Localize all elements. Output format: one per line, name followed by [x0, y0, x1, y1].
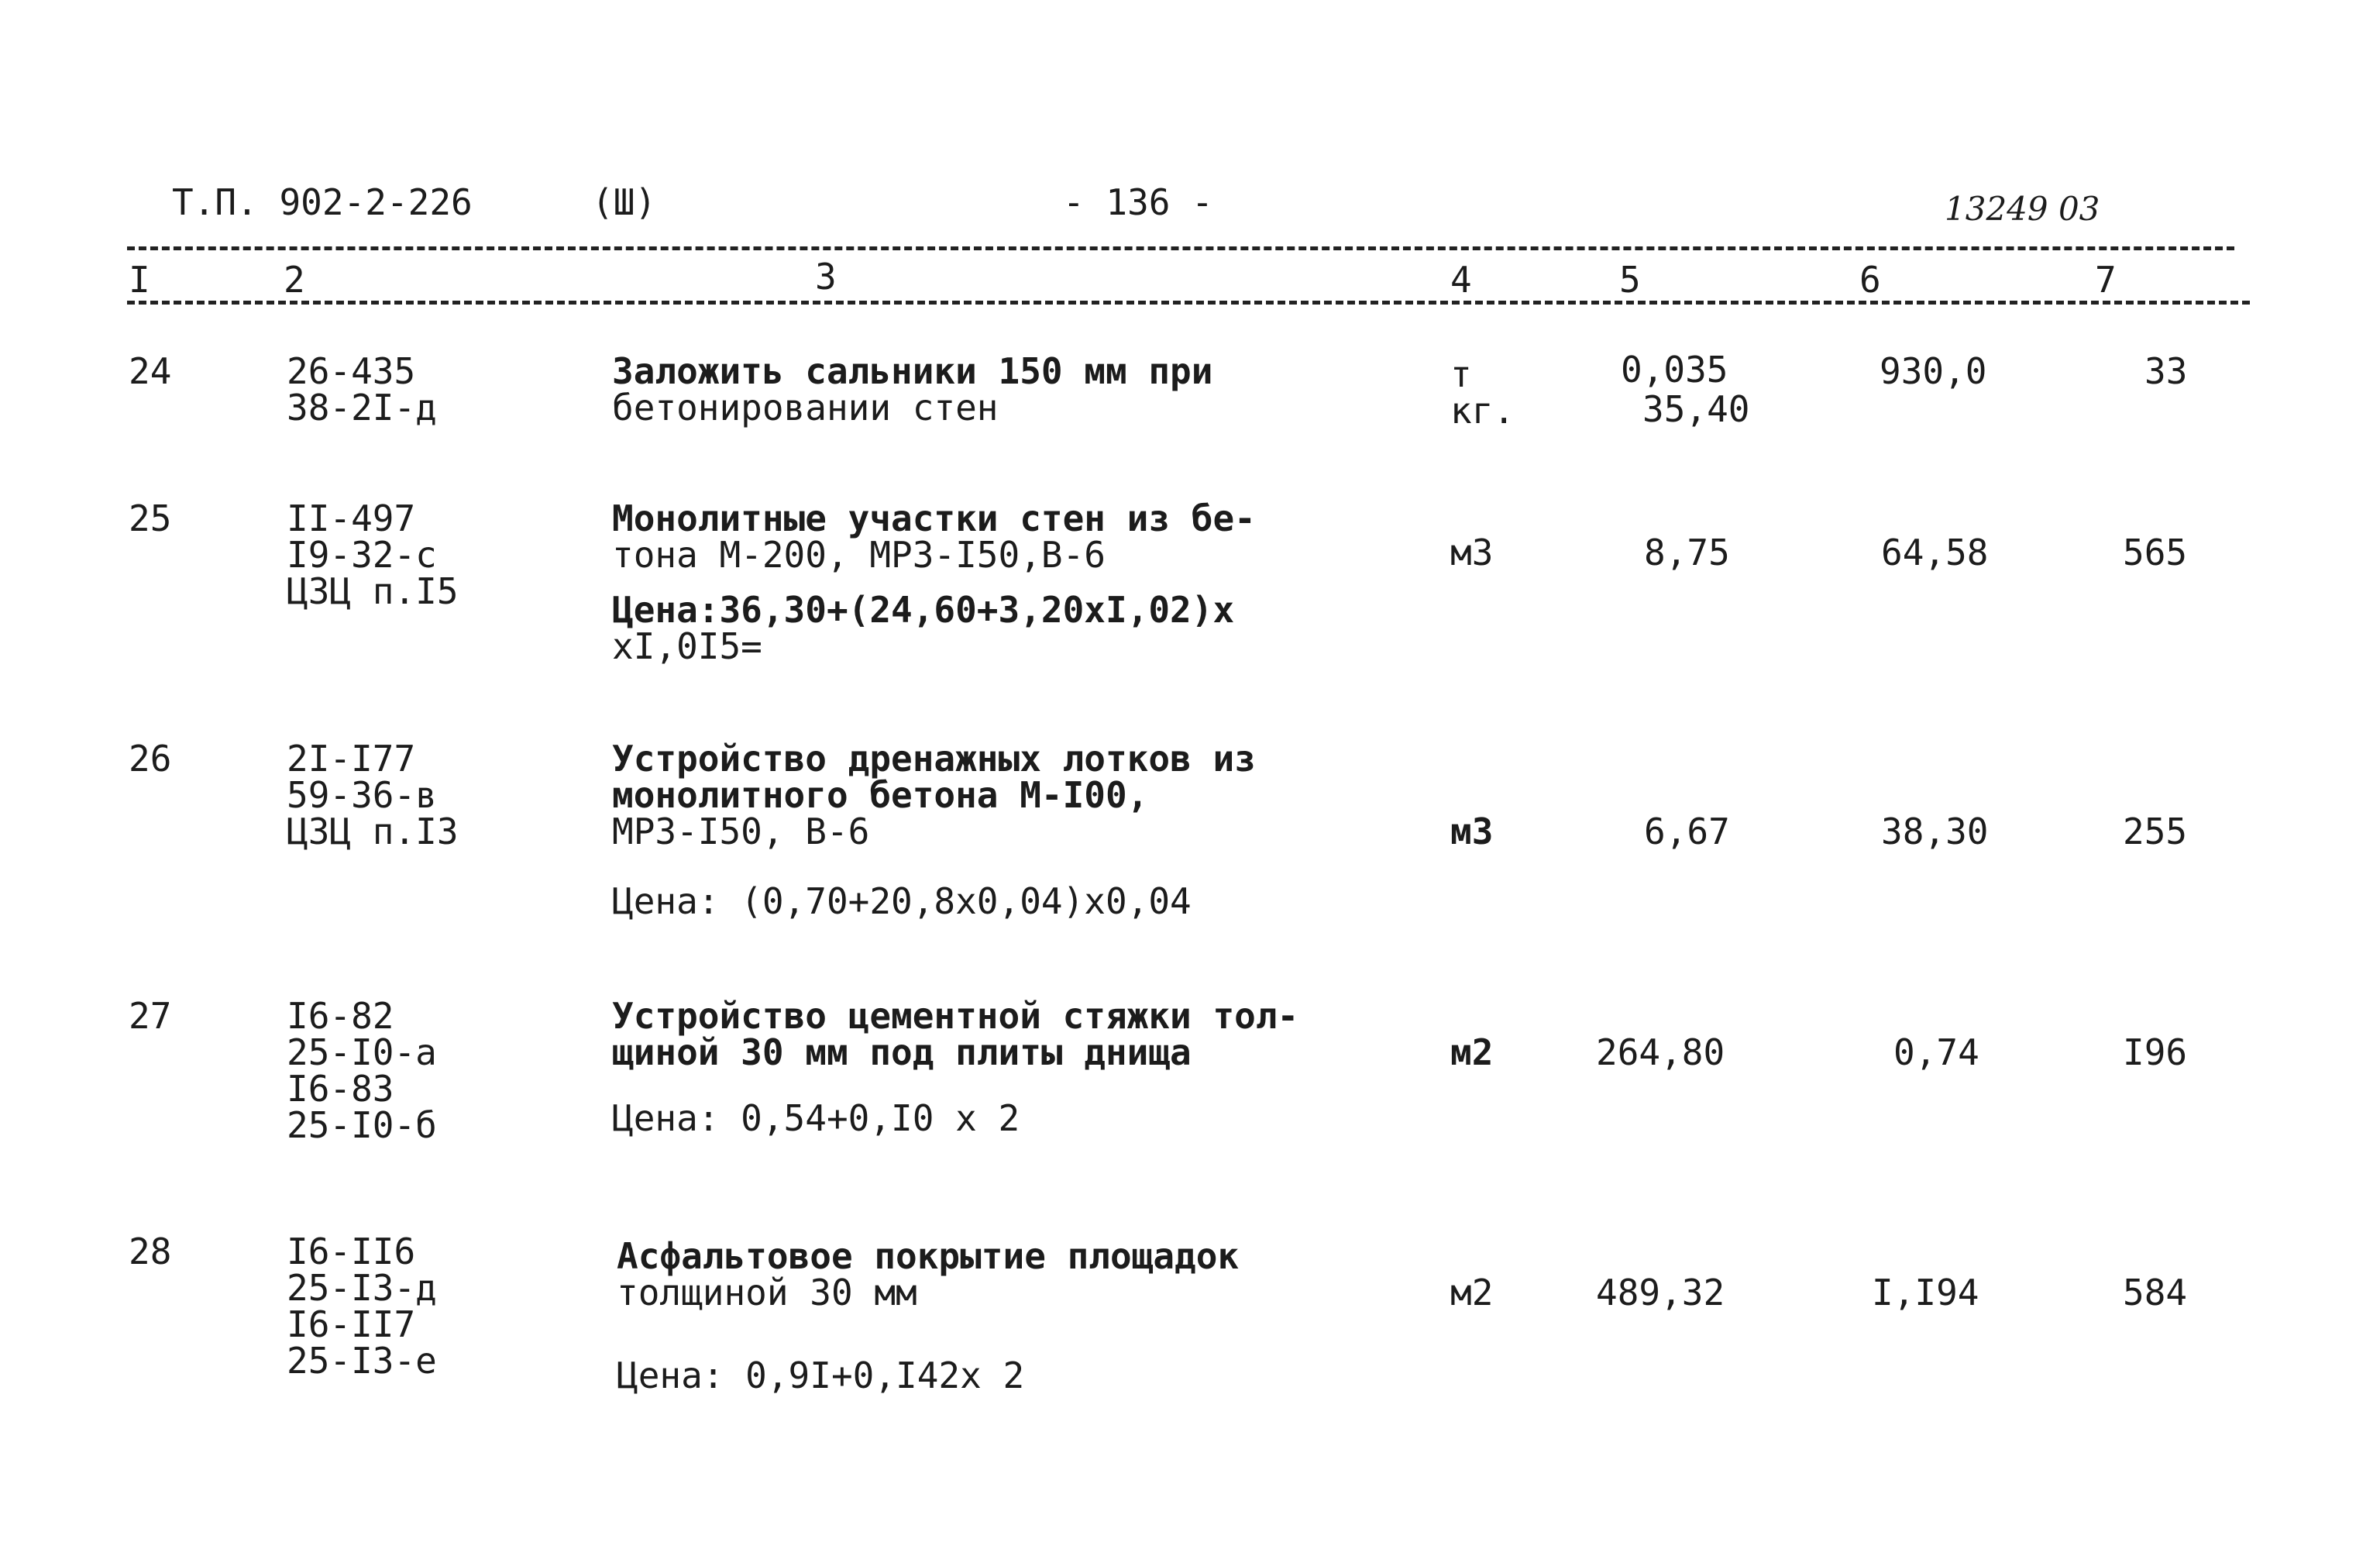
work-description: щиной 30 мм под плиты днища [612, 1031, 1192, 1073]
row-number: 25 [129, 497, 172, 539]
row-number: 28 [129, 1231, 172, 1272]
quantity: 264,80 [1596, 1031, 1725, 1073]
norm-code: 38-2I-д [287, 387, 437, 429]
quantity: 35,40 [1642, 388, 1750, 430]
quantity: 489,32 [1596, 1272, 1725, 1313]
norm-code: ЦЗЦ п.I3 [287, 811, 459, 852]
table-header-rule [127, 301, 2250, 305]
unit: кг. [1450, 390, 1515, 432]
unit-price: 38,30 [1881, 811, 1989, 852]
norm-code: ЦЗЦ п.I5 [287, 570, 459, 612]
unit-price: 64,58 [1881, 532, 1989, 573]
unit: м2 [1450, 1272, 1494, 1313]
archive-stamp: 13249 03 [1945, 190, 2100, 228]
column-header-2: 2 [284, 259, 305, 301]
work-description: Асфальтовое покрытие площадок [617, 1235, 1240, 1277]
column-header-4: 4 [1450, 259, 1472, 301]
unit: т [1450, 353, 1472, 395]
norm-code: I6-II7 [287, 1303, 416, 1345]
price-formula: Цена: 0,54+0,I0 х 2 [612, 1097, 1020, 1139]
row-total: 584 [2123, 1272, 2188, 1313]
doc-code: Т.П. 902-2-226 [172, 181, 473, 223]
page-number: - 136 - [1063, 181, 1213, 223]
norm-code: I6-82 [287, 995, 394, 1037]
norm-code: 25-I3-е [287, 1340, 437, 1382]
row-number: 24 [129, 350, 172, 392]
work-description: бетонировании стен [612, 387, 999, 429]
norm-code: I9-32-с [287, 534, 437, 576]
column-header-3: 3 [815, 256, 837, 298]
unit-price: I,I94 [1872, 1272, 1979, 1313]
price-formula: Цена: 0,9I+0,I42х 2 [617, 1355, 1025, 1396]
row-total: 565 [2123, 532, 2188, 573]
work-description: толщиной 30 мм [617, 1272, 917, 1313]
norm-code: 26-435 [287, 350, 416, 392]
norm-code: I6-83 [287, 1068, 394, 1110]
quantity: 0,035 [1621, 349, 1728, 391]
price-formula: хI,0I5= [612, 625, 762, 667]
column-header-7: 7 [2095, 259, 2117, 301]
work-description: монолитного бетона М-I00, [612, 774, 1149, 816]
column-header-5: 5 [1619, 259, 1641, 301]
unit: м2 [1450, 1031, 1494, 1073]
norm-code: 25-I0-б [287, 1104, 437, 1146]
unit-price: 0,74 [1893, 1031, 1979, 1073]
norm-code: II-497 [287, 497, 416, 539]
unit: м3 [1450, 532, 1494, 573]
row-total: I96 [2123, 1031, 2188, 1073]
row-number: 27 [129, 995, 172, 1037]
work-description: Устройство цементной стяжки тол- [612, 995, 1299, 1037]
row-total: 33 [2144, 350, 2188, 392]
work-description: Монолитные участки стен из бе- [612, 497, 1256, 539]
work-description: Заложить сальники 150 мм при [612, 350, 1213, 392]
doc-part: (Ш) [592, 181, 657, 223]
price-formula: Цена: (0,70+20,8х0,04)х0,04 [612, 880, 1192, 922]
unit-price: 930,0 [1880, 350, 1987, 392]
work-description: МРЗ-I50, В-6 [612, 811, 870, 852]
quantity: 8,75 [1644, 532, 1730, 573]
norm-code: 2I-I77 [287, 738, 416, 780]
norm-code: 25-I0-а [287, 1031, 437, 1073]
column-header-6: 6 [1859, 259, 1881, 301]
work-description: Устройство дренажных лотков из [612, 738, 1256, 780]
table-top-rule [127, 246, 2234, 250]
price-formula: Цена:36,30+(24,60+3,20хI,02)х [612, 589, 1235, 631]
row-number: 26 [129, 738, 172, 780]
norm-code: I6-II6 [287, 1231, 416, 1272]
quantity: 6,67 [1644, 811, 1730, 852]
norm-code: 59-36-в [287, 774, 437, 816]
row-total: 255 [2123, 811, 2188, 852]
unit: м3 [1450, 811, 1494, 852]
norm-code: 25-I3-д [287, 1267, 437, 1309]
work-description: тона М-200, МРЗ-I50,В-6 [612, 534, 1106, 576]
column-header-1: I [129, 259, 150, 301]
